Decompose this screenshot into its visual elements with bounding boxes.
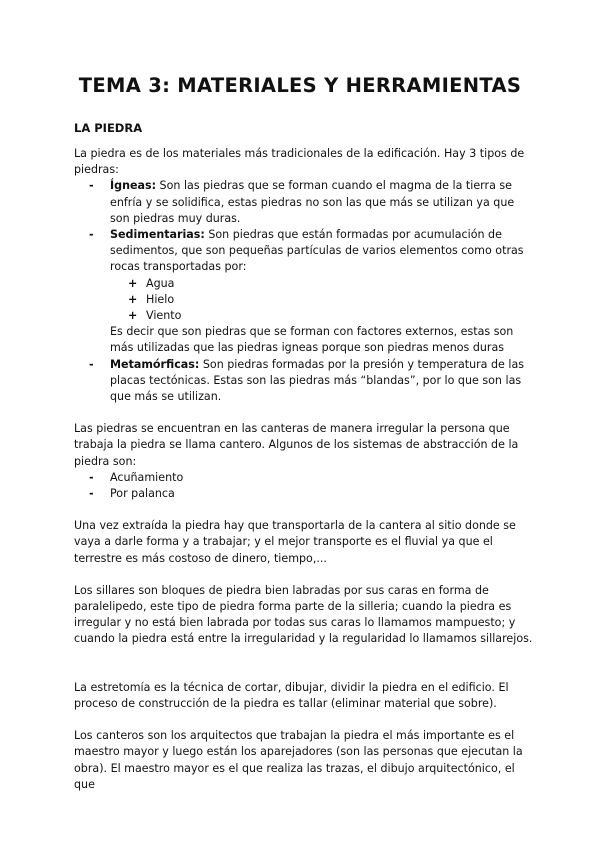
transport-item: Agua [146,276,175,290]
transport-paragraph: Una vez extraída la piedra hay que transportarla de la cantera al sitio donde se vaya a darle forma y a trabajar; y el mejor transporte es el fluvial ya que el terrestre es más costoso de dinero, tiempo,... [74,519,516,565]
desc-sedimentarias: Son piedras que están formadas por acumulación de sedimentos, que son pequeñas partículas de varios elementos como otras rocas transportadas por: [110,228,524,274]
list-item-metamorficas [74,357,534,406]
dash-bullet: - [89,470,94,484]
system-item: Por palanca [110,487,175,501]
spacer [74,648,534,680]
stone-types-list [74,178,534,405]
estretomia-paragraph: La estretomía es la técnica de cortar, dibujar, dividir la piedra en el edificio. El proceso de construcción de la piedra es tallar (eliminar material que sobre). [74,680,509,710]
list-item [110,292,534,308]
term-igneas: Ígneas: [110,179,157,193]
sedimentary-note: Es decir que son piedras que se forman con factores externos, estas son más utilizadas que las piedras igneas porque son piedras menos duras [110,325,514,355]
spacer [74,567,534,583]
plus-bullet: + [128,309,138,323]
term-metamorficas: Metamórficas: [110,357,200,371]
plus-bullet: + [128,276,138,290]
dash-bullet: - [89,357,94,371]
plus-bullet: + [128,292,138,306]
transport-list [110,276,534,325]
extraction-systems-list [74,470,534,502]
system-item: Acuñamiento [110,470,184,484]
canteros-paragraph: Los canteros son los arquitectos que trabajan la piedra el más importante es el maestro mayor y luego están los aparejadores (son las personas que ejecutan la obra). El maestro mayor es el que realiza las trazas, el dibujo arquitectónico, el que [74,729,523,791]
desc-metamorficas: Son piedras formadas por la presión y temperatura de las placas tectónicas. Estas son las piedras más “blandas”, por lo que son las que más se utilizan. [110,357,525,404]
dash-bullet: - [89,487,94,501]
transport-item: Hielo [146,292,175,306]
section-heading: LA PIEDRA [74,121,143,135]
list-item-igneas [74,178,534,227]
page-title: TEMA 3: MATERIALES Y HERRAMIENTAS [78,74,522,97]
list-item [110,308,534,324]
document-body [74,146,534,793]
intro-paragraph: La piedra es de los materiales más tradicionales de la edificación. Hay 3 tipos de piedras: [74,147,525,177]
dash-bullet: - [89,228,94,242]
desc-igneas: Son las piedras que se forman cuando el magma de la tierra se enfría y se solidifica, estas piedras no son las que más se utilizan ya que son piedras muy duras. [110,179,515,225]
spacer [74,405,534,421]
list-item [74,486,534,502]
quarry-paragraph: Las piedras se encuentran en las canteras de manera irregular la persona que trabaja la piedra se llama cantero. Algunos de los sistemas de abstracción de la piedra son: [74,422,519,468]
list-item [110,276,534,292]
list-item-sedimentarias [74,227,534,357]
transport-item: Viento [146,309,182,323]
dash-bullet: - [89,179,94,193]
term-sedimentarias: Sedimentarias: [110,228,205,242]
list-item [74,470,534,486]
sillares-paragraph: Los sillares son bloques de piedra bien labradas por sus caras en forma de paralelipedo, este tipo de piedra forma parte de la silleria; cuando la piedra es irregular y no está bien labrada por todas sus caras lo llamamos mampuesto; y cuando la piedra está entre la irregularidad y la regularidad lo llamamos sillarejos. [74,583,533,646]
spacer [74,502,534,518]
spacer [74,712,534,728]
